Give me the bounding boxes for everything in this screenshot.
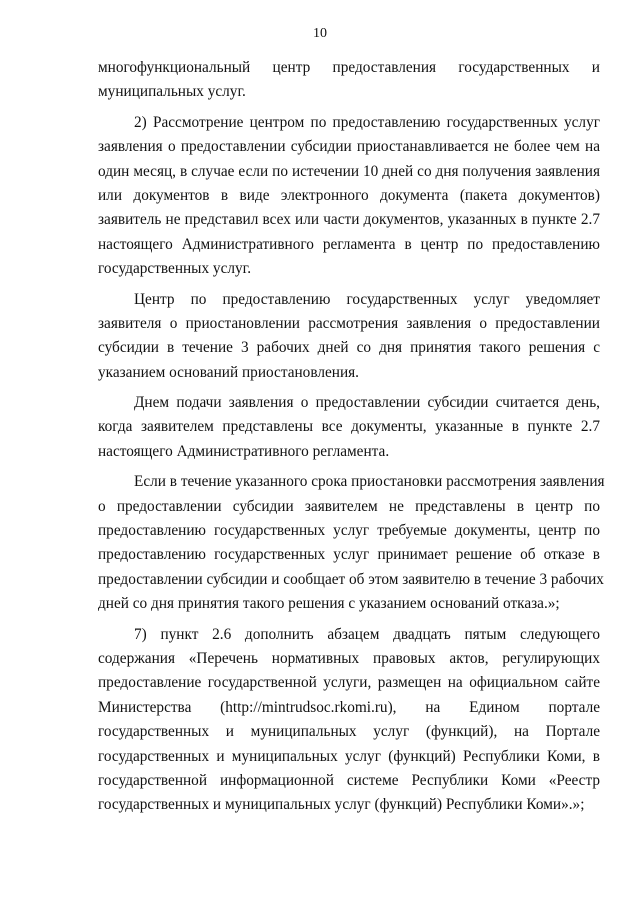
text-line: Если в течение указанного срока приостановки рассмотрения заявления xyxy=(134,473,605,491)
paragraph xyxy=(98,288,600,386)
paragraph xyxy=(98,623,600,818)
text-line: заявителя о приостановлении рассмотрения заявления о предоставлении xyxy=(98,314,600,332)
page-number: 10 xyxy=(313,26,327,41)
paragraph xyxy=(98,56,600,105)
text-line: 7) пункт 2.6 дополнить абзацем двадцать пятым следующего xyxy=(134,625,600,643)
text-line: Центр по предоставлению государственных услуг уведомляет xyxy=(134,290,600,308)
paragraph xyxy=(98,391,600,464)
text-line: государственных услуг. xyxy=(98,260,252,278)
paragraph xyxy=(98,111,600,282)
text-line: о предоставлении субсидии заявителем не представлены в центр по xyxy=(98,497,600,515)
text-line: предоставлению государственных услуг принимает решение об отказе в xyxy=(98,546,600,564)
text-line: государственных и муниципальных услуг (функций) Республики Коми».»; xyxy=(98,796,585,814)
text-line: муниципальных услуг. xyxy=(98,83,246,101)
text-line: или документов в виде электронного документа (пакета документов) xyxy=(98,186,600,204)
text-line: предоставлению государственных услуг требуемые документы, центр по xyxy=(98,522,600,540)
text-line: государственной информационной системе Республики Коми «Реестр xyxy=(98,771,600,789)
text-line: 2) Рассмотрение центром по предоставлению государственных услуг xyxy=(134,113,600,131)
text-line: когда заявителем представлены все документы, указанные в пункте 2.7 xyxy=(98,418,600,436)
text-line: многофункциональный центр предоставления государственных и xyxy=(98,59,600,76)
document-body xyxy=(98,56,605,818)
text-line: заявитель не представил всех или части документов, указанных в пункте 2.7 xyxy=(98,211,600,229)
text-line: содержания «Перечень нормативных правовых актов, регулирующих xyxy=(98,649,600,667)
text-line: дней со дня принятия такого решения с указанием оснований отказа.»; xyxy=(98,595,560,613)
text-line: заявления о предоставлении субсидии приостанавливается не более чем на xyxy=(98,138,600,156)
text-line: Министерства (http://mintrudsoc.rkomi.ru), на Едином портале xyxy=(98,698,600,716)
text-line: настоящего Административного регламента в центр по предоставлению xyxy=(98,235,600,253)
text-line: государственных и муниципальных услуг (функций) Республики Коми, в xyxy=(98,747,600,765)
text-line: настоящего Административного регламента. xyxy=(98,442,390,460)
text-line: один месяц, в случае если по истечении 10 дней со дня получения заявления xyxy=(98,162,600,180)
text-line: государственных и муниципальных услуг (функций), на Портале xyxy=(98,723,600,741)
text-line: субсидии в течение 3 рабочих дней со дня принятия такого решения с xyxy=(98,339,600,357)
text-line: предоставлении субсидии и сообщает об этом заявителю в течение 3 рабочих xyxy=(98,570,604,588)
text-line: Днем подачи заявления о предоставлении субсидии считается день, xyxy=(134,394,600,412)
text-line: предоставление государственной услуги, размещен на официальном сайте xyxy=(98,674,600,692)
text-line: указанием оснований приостановления. xyxy=(98,363,359,381)
paragraph xyxy=(98,470,605,616)
